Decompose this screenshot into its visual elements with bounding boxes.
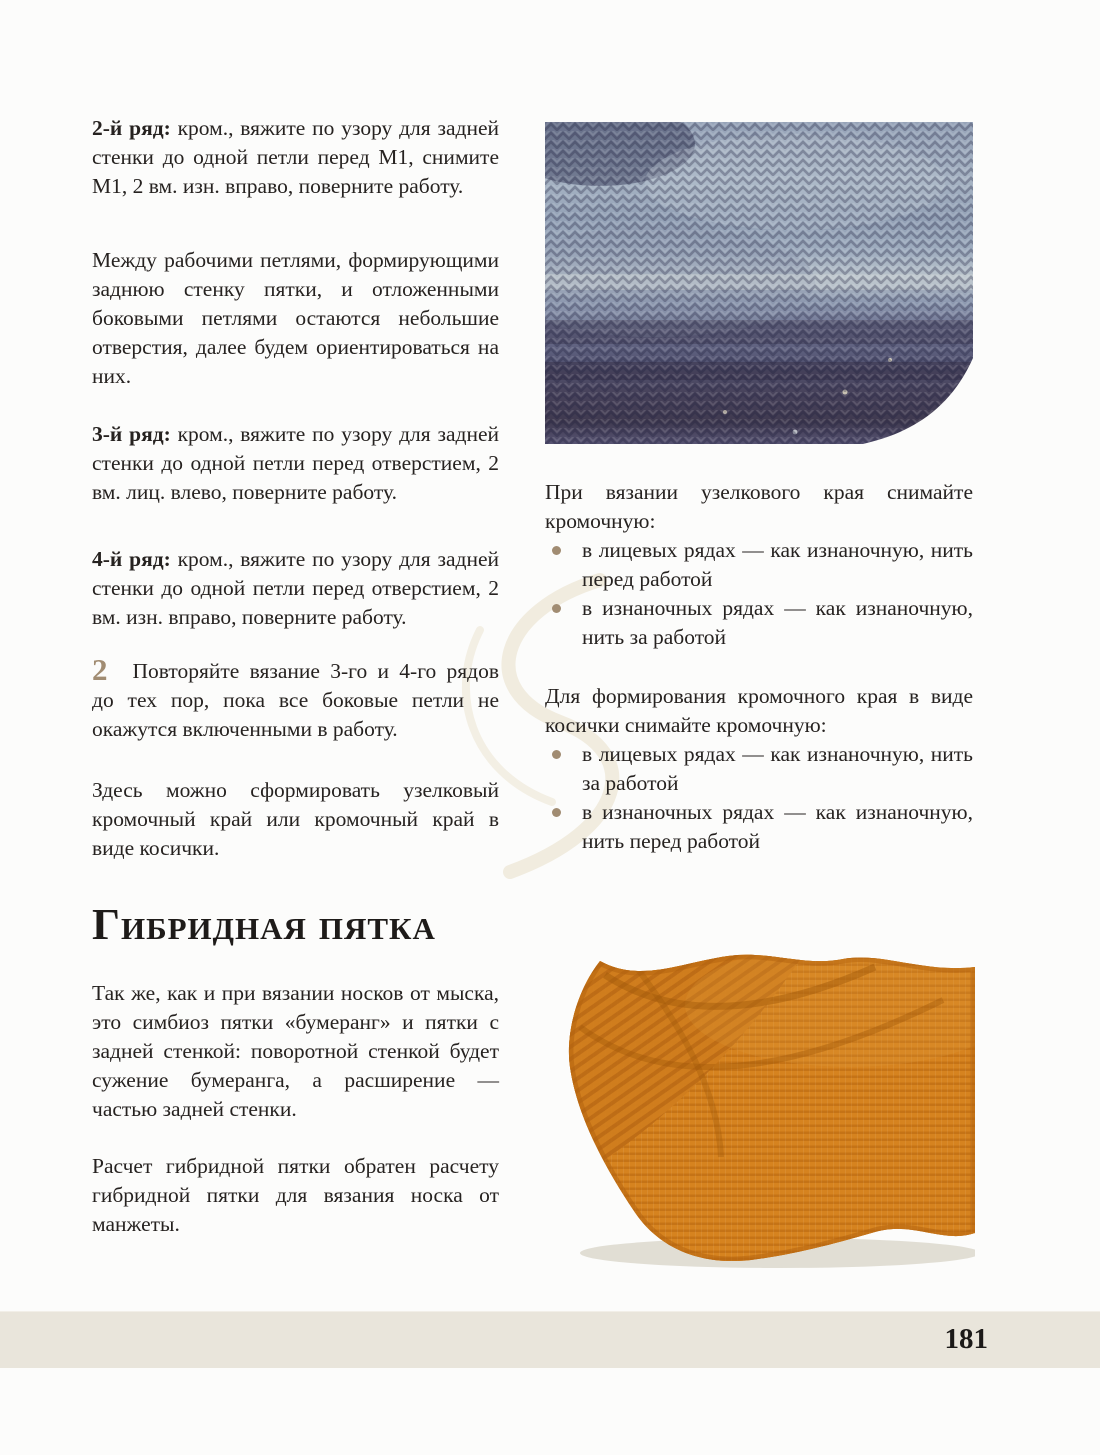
list-item: в лицевых рядах — как изнаночную, нить перед работой — [545, 536, 973, 594]
photo-orange-knit-heel — [545, 945, 975, 1270]
row-4-text: кром., вяжите по узору для задней стенки до одной петли перед отверстием, 2 вм. изн. вправо, поверните работу. — [92, 547, 499, 629]
paragraph-edge-options: Здесь можно сформировать узелковый кромочный край или кромочный край в виде косички. — [92, 778, 499, 860]
row-2-text: кром., вяжите по узору для задней стенки до одной петли перед М1, снимите М1, 2 вм. изн. вправо, поверните работу. — [92, 116, 499, 198]
paragraph-step-2 — [92, 654, 499, 744]
row-4-label: 4-й ряд: — [92, 547, 171, 571]
row-3-text: кром., вяжите по узору для задней стенки до одной петли перед отверстием, 2 вм. лиц. влево, поверните работу. — [92, 422, 499, 504]
step-text: Повторяйте вязание 3-го и 4-го рядов до тех пор, пока все боковые петли не окажутся включенными в работу. — [92, 659, 499, 741]
chain-edge-intro: Для формирования кромочного края в виде косички снимайте кромочную: — [545, 684, 973, 737]
paragraph-row-4 — [92, 545, 499, 632]
page-number: 181 — [944, 1323, 988, 1355]
paragraph-row-3 — [92, 420, 499, 507]
row-3-label: 3-й ряд: — [92, 422, 171, 446]
list-item: в лицевых рядах — как изнаночную, нить за работой — [545, 740, 973, 798]
paragraph-hybrid-description: Так же, как и при вязании носков от мыска, это симбиоз пятки «бумеранг» и пятки с задней стенкой: поворотной стенкой будет сужение бумеранга, а расширение — частью задней стенки. — [92, 981, 499, 1121]
step-number: 2 — [92, 652, 108, 687]
paragraph-hybrid-calculation: Расчет гибридной пятки обратен расчету гибридной пятки для вязания носка от манжеты. — [92, 1154, 499, 1236]
footer-band — [0, 1311, 1100, 1368]
paragraph-row-2 — [92, 114, 499, 201]
section-heading-hybrid-heel: Гибридная пятка — [92, 900, 436, 949]
knot-edge-intro: При вязании узелкового края снимайте кромочную: — [545, 480, 973, 533]
photo-blue-knit-heel — [545, 122, 973, 444]
list-item: в изнаночных рядах — как изнаночную, нить перед работой — [545, 798, 973, 856]
chain-edge-bullet-list — [545, 740, 973, 856]
right-column — [545, 122, 973, 1270]
list-item: в изнаночных рядах — как изнаночную, нить за работой — [545, 594, 973, 652]
knot-edge-bullet-list — [545, 536, 973, 652]
left-text-column — [92, 114, 499, 1239]
paragraph-holes: Между рабочими петлями, формирующими заднюю стенку пятки, и отложенными боковыми петлями остаются небольшие отверстия, далее будем ориентироваться на них. — [92, 248, 499, 388]
row-2-label: 2-й ряд: — [92, 116, 171, 140]
